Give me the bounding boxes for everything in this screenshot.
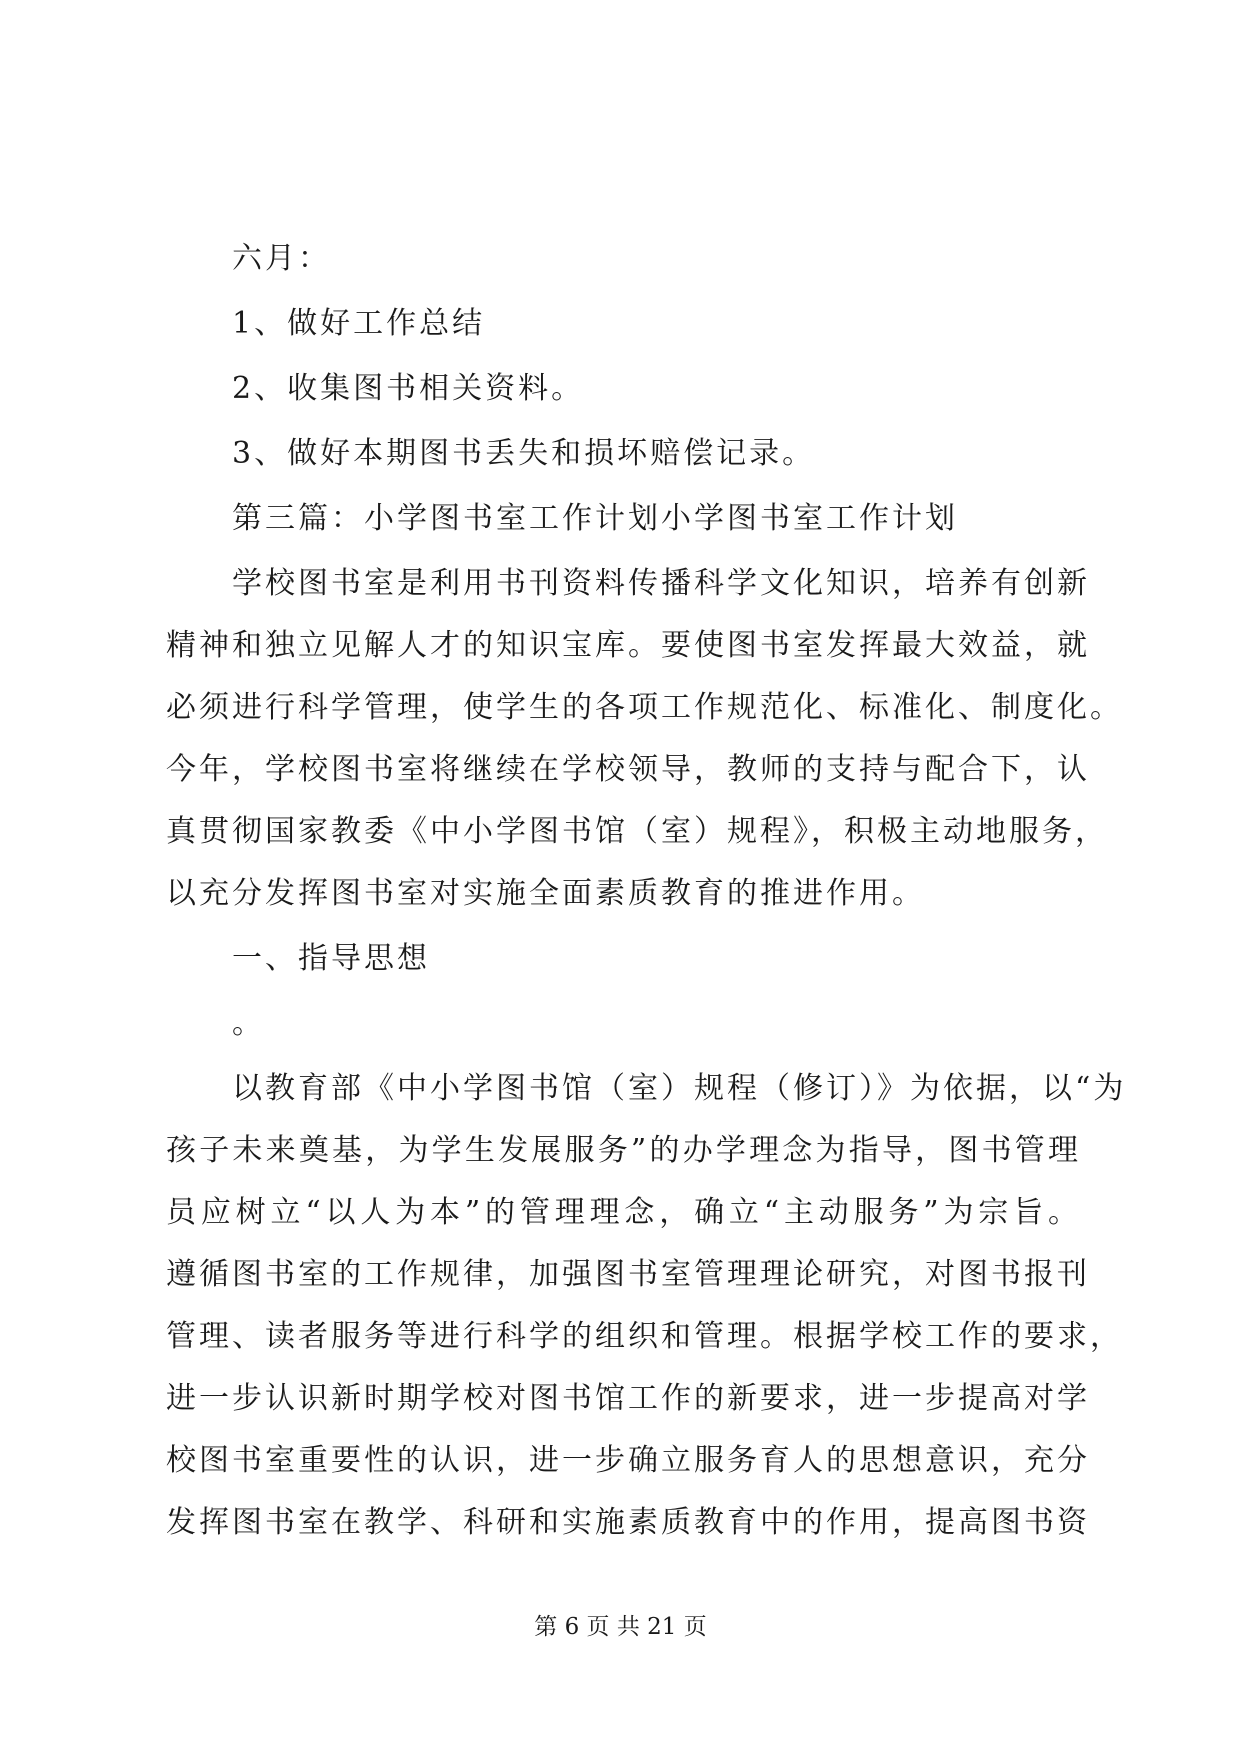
text-line — [166, 1120, 1081, 1182]
text-line — [166, 1430, 1090, 1492]
line-text: 。 — [232, 1006, 265, 1041]
line-text: 以充分发挥图书室对实施全面素质教育的推进作用。 — [166, 876, 925, 911]
text-line — [166, 1492, 1090, 1554]
section-heading — [166, 488, 1081, 550]
line-text: 校图书室重要性的认识，进一步确立服务育人的思想意识，充分 — [166, 1443, 1090, 1478]
text-line — [166, 228, 1081, 290]
text-line — [166, 1368, 1090, 1430]
line-text: 必须进行科学管理，使学生的各项工作规范化、标准化、制度化。 — [166, 690, 1123, 725]
document-body — [166, 228, 1127, 1554]
page-number-footer — [0, 1608, 1241, 1641]
line-text: 学校图书室是利用书刊资料传播科学文化知识，培养有创新 — [232, 566, 1090, 601]
text-line — [166, 358, 1081, 420]
line-text: 第三篇：小学图书室工作计划小学图书室工作计划 — [232, 501, 958, 536]
text-line — [166, 677, 1123, 739]
line-text: 一、指导思想 — [232, 941, 430, 976]
line-text: 以教育部《中小学图书馆（室）规程（修订）》为依据，以“为 — [232, 1071, 1127, 1106]
text-line — [166, 801, 1108, 863]
line-text: 真贯彻国家教委《中小学图书馆（室）规程》，积极主动地服务， — [166, 814, 1108, 849]
line-text: 精神和独立见解人才的知识宝库。要使图书室发挥最大效益，就 — [166, 628, 1090, 663]
text-line — [166, 1182, 1081, 1244]
line-text: 进一步认识新时期学校对图书馆工作的新要求，进一步提高对学 — [166, 1381, 1090, 1416]
text-line — [166, 423, 1081, 485]
page-number-label: 第 6 页 共 21 页 — [534, 1614, 707, 1640]
line-text: 遵循图书室的工作规律，加强图书室管理理论研究，对图书报刊 — [166, 1257, 1090, 1292]
section-heading — [166, 928, 1081, 990]
line-text: 孩子未来奠基，为学生发展服务”的办学理念为指导，图书管理 — [166, 1133, 1081, 1168]
text-line — [166, 1244, 1090, 1306]
text-line — [166, 1306, 1123, 1368]
line-text: 发挥图书室在教学、科研和实施素质教育中的作用，提高图书资 — [166, 1505, 1090, 1540]
line-text: 3、做好本期图书丢失和损坏赔偿记录。 — [232, 436, 816, 471]
text-line — [166, 993, 1081, 1055]
line-text: 2、收集图书相关资料。 — [232, 371, 585, 406]
line-text: 六月： — [232, 241, 331, 276]
line-text: 今年，学校图书室将继续在学校领导，教师的支持与配合下，认 — [166, 752, 1090, 787]
text-line — [166, 293, 1081, 355]
line-text: 1、做好工作总结 — [232, 306, 486, 341]
text-line — [166, 1058, 1127, 1120]
text-line — [166, 863, 1081, 925]
text-line — [166, 553, 1090, 615]
line-text: 员应树立“以人为本”的管理理念，确立“主动服务”为宗旨。 — [166, 1195, 1081, 1230]
text-line — [166, 739, 1090, 801]
line-text: 管理、读者服务等进行科学的组织和管理。根据学校工作的要求， — [166, 1319, 1123, 1354]
text-line — [166, 615, 1090, 677]
